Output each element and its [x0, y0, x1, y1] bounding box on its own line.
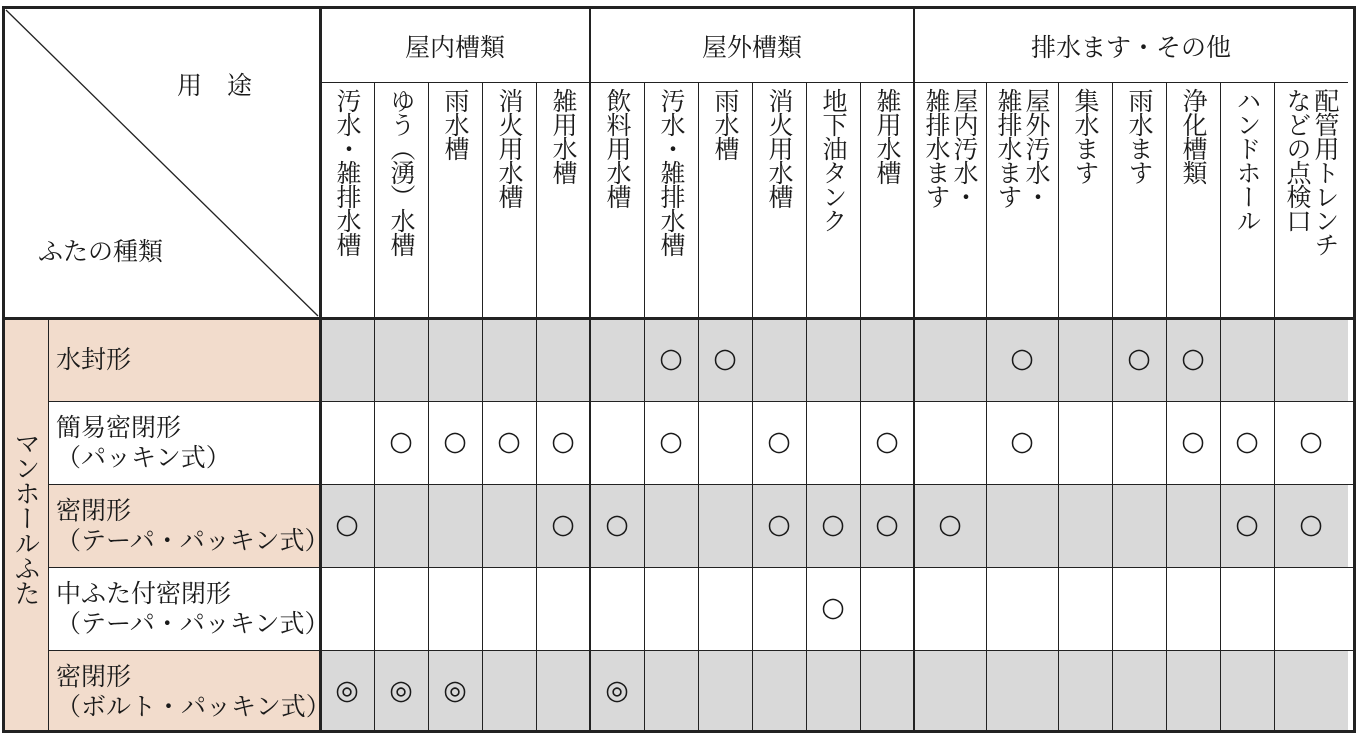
circle-mark: ○: [1181, 425, 1205, 457]
circle-mark: ○: [1010, 342, 1034, 374]
column-header: [1220, 88, 1274, 314]
column-header: [752, 88, 806, 314]
column-header: [320, 88, 374, 314]
row-label: 中ふた付密閉形 （テーパ・パッキン式）: [56, 578, 330, 638]
circle-mark: ○: [875, 425, 899, 457]
column-header-text: ゆう︵湧︶水槽: [387, 88, 416, 256]
column-header: [428, 88, 482, 314]
circle-mark: ○: [497, 425, 521, 457]
circle-mark: ○: [335, 508, 359, 540]
circle-mark: ○: [938, 508, 962, 540]
column-header-text: 雨水槽: [711, 88, 740, 160]
column-header: [986, 88, 1058, 314]
column-header-text: 浄化槽類: [1179, 88, 1208, 184]
column-header: [536, 88, 590, 314]
column-header-text: 雨水ます: [1125, 88, 1154, 184]
column-header-text: 汚水・雑排水槽: [657, 88, 686, 256]
circle-mark: ○: [1235, 425, 1259, 457]
column-header: [914, 88, 986, 314]
circle-mark: ○: [551, 425, 575, 457]
circle-mark: ○: [1235, 508, 1259, 540]
column-header: [590, 88, 644, 314]
circle-mark: ○: [605, 508, 629, 540]
column-header: [482, 88, 536, 314]
column-header: [806, 88, 860, 314]
column-header-text: 雑用水槽: [549, 88, 578, 184]
circle-mark: ○: [875, 508, 899, 540]
column-header: [644, 88, 698, 314]
circle-mark: ○: [821, 591, 845, 623]
column-header-text: 消火用水槽: [765, 88, 794, 208]
column-header-text: ハンドホール: [1233, 88, 1262, 232]
circle-mark: ○: [551, 508, 575, 540]
column-header-text: 配管用トレンチ: [1311, 88, 1340, 256]
column-header-text: 集水ます: [1071, 88, 1100, 184]
side-label-manhole-lid: マンホールふた: [10, 430, 40, 605]
group-header: 排水ます・その他: [1030, 33, 1231, 62]
grid-line: [48, 650, 1356, 651]
column-header-text: 地下油タンク: [819, 88, 848, 232]
grid-line: [48, 401, 1356, 402]
column-header-text: 汚水・雑排水槽: [333, 88, 362, 256]
column-header-text: 屋内汚水・: [950, 88, 979, 208]
double-circle-mark: ◎: [443, 674, 467, 706]
grid-line: [48, 484, 1356, 485]
grid-line: [320, 82, 1348, 83]
row-label: 簡易密閉形 （パッキン式）: [56, 412, 231, 472]
circle-mark: ○: [767, 508, 791, 540]
circle-mark: ○: [821, 508, 845, 540]
column-header: [1274, 88, 1348, 314]
circle-mark: ○: [1299, 508, 1323, 540]
circle-mark: ○: [389, 425, 413, 457]
column-header-text: 雨水槽: [441, 88, 470, 160]
column-header-text: 雑排水ます: [994, 88, 1023, 208]
row-label: 密閉形 （ボルト・パッキン式）: [56, 661, 331, 721]
row-label: 水封形: [56, 344, 132, 374]
double-circle-mark: ◎: [605, 674, 629, 706]
row-label: 密閉形 （テーパ・パッキン式）: [56, 495, 330, 555]
column-header-text: 飲料用水槽: [603, 88, 632, 208]
corner-usage-label: 用 途: [177, 71, 253, 100]
column-header-text: 雑排水ます: [922, 88, 951, 208]
circle-mark: ○: [443, 425, 467, 457]
circle-mark: ○: [659, 425, 683, 457]
double-circle-mark: ◎: [335, 674, 359, 706]
group-header: 屋外槽類: [701, 33, 802, 62]
circle-mark: ○: [1010, 425, 1034, 457]
lid-type-usage-table: [2, 6, 1356, 734]
double-circle-mark: ◎: [389, 674, 413, 706]
column-header: [860, 88, 914, 314]
group-header: 屋内槽類: [404, 33, 505, 62]
column-header: [698, 88, 752, 314]
column-header: [1166, 88, 1220, 314]
circle-mark: ○: [713, 342, 737, 374]
circle-mark: ○: [767, 425, 791, 457]
column-header-text: などの点検口: [1283, 88, 1312, 232]
corner-lid-type-label: ふたの種類: [38, 237, 164, 266]
circle-mark: ○: [1127, 342, 1151, 374]
corner-diagonal: [2, 6, 320, 318]
column-header-text: 雑用水槽: [873, 88, 902, 184]
circle-mark: ○: [1181, 342, 1205, 374]
grid-line: [48, 318, 49, 733]
column-header-text: 屋外汚水・: [1022, 88, 1051, 208]
column-header: [374, 88, 428, 314]
grid-line: [48, 567, 1356, 568]
column-header-text: 消火用水槽: [495, 88, 524, 208]
circle-mark: ○: [1299, 425, 1323, 457]
column-header: [1112, 88, 1166, 314]
column-header: [1058, 88, 1112, 314]
circle-mark: ○: [659, 342, 683, 374]
